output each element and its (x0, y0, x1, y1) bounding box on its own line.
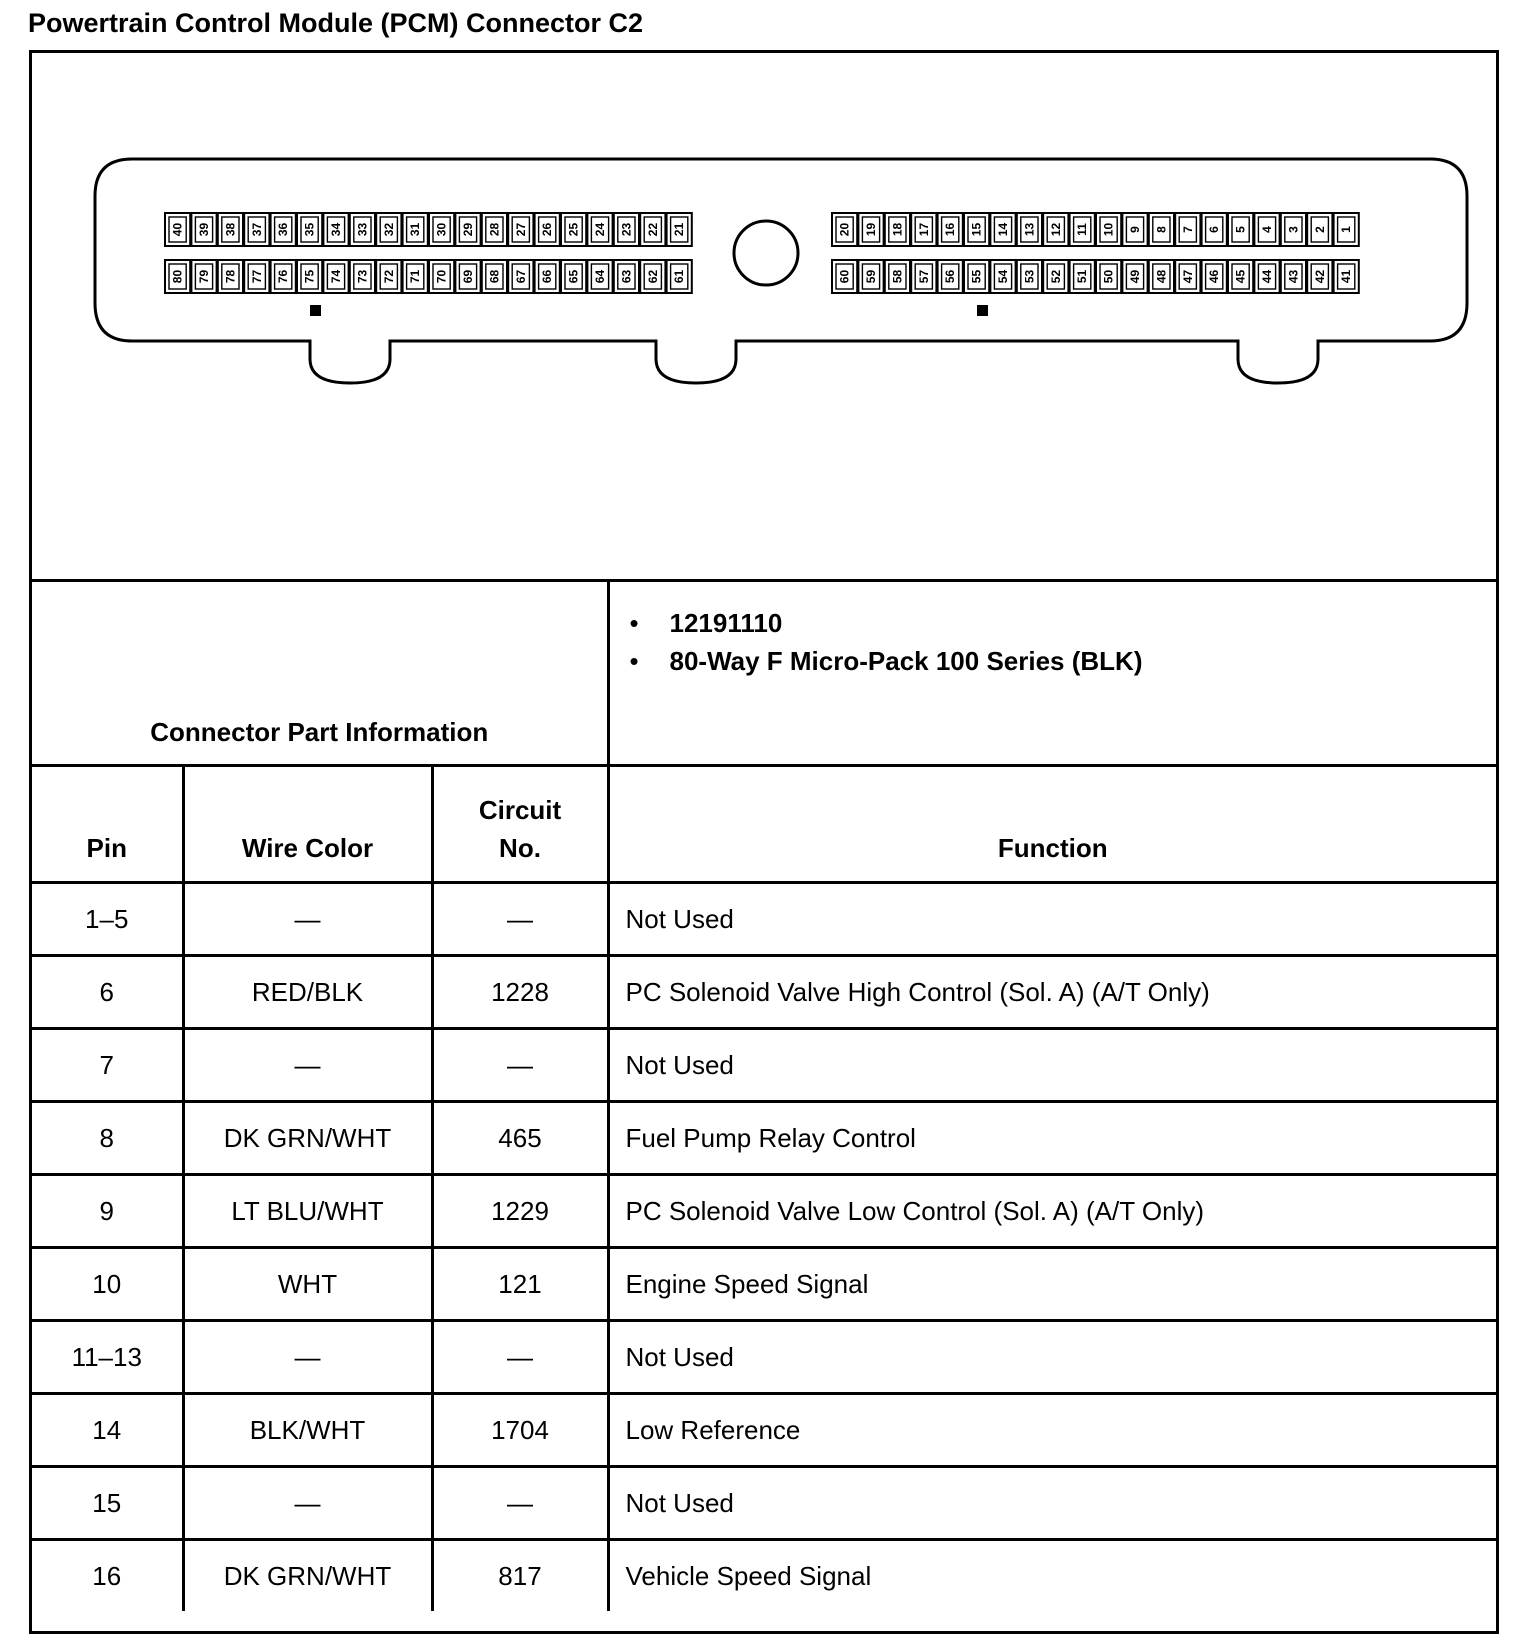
pin-number-label: 34 (329, 222, 343, 237)
pin-number-label: 70 (434, 269, 449, 284)
table-row (32, 1248, 1496, 1321)
part-info-label: Connector Part Information (32, 581, 608, 766)
pin-number-label: 67 (513, 269, 528, 284)
page-title: Powertrain Control Module (PCM) Connector C2 (28, 8, 644, 38)
cell-circuit: 1229 (432, 1175, 608, 1248)
pin-number-label: 71 (408, 269, 423, 284)
pin-number-label: 80 (170, 269, 185, 284)
cell-function: PC Solenoid Valve Low Control (Sol. A) (A/T Only) (608, 1175, 1496, 1248)
cell-function: Not Used (608, 1467, 1496, 1540)
pin-number-label: 46 (1207, 269, 1222, 284)
cell-function: Not Used (608, 1321, 1496, 1394)
cell-circuit: — (432, 883, 608, 956)
pin-number-label: 38 (223, 222, 238, 237)
pin-number-label: 29 (461, 222, 475, 237)
pin-number-label: 65 (566, 269, 581, 284)
pin-number-label: 4 (1260, 226, 1274, 233)
pin-number-label: 28 (487, 222, 502, 237)
pin-number-label: 35 (302, 222, 317, 237)
table-row (32, 1175, 1496, 1248)
cell-circuit: 817 (432, 1540, 608, 1612)
connector-diagram (32, 53, 1496, 581)
cell-function: Not Used (608, 1029, 1496, 1102)
pin-number-label: 21 (672, 222, 687, 237)
cell-pin: 10 (32, 1248, 183, 1321)
cell-pin: 16 (32, 1540, 183, 1612)
cell-pin: 8 (32, 1102, 183, 1175)
cell-wire: RED/BLK (183, 956, 432, 1029)
pin-number-label: 58 (890, 269, 905, 284)
connector-frame (29, 50, 1499, 1634)
pin-number-label: 73 (355, 269, 370, 284)
cell-circuit: — (432, 1029, 608, 1102)
table-row (32, 1467, 1496, 1540)
pin-number-label: 39 (197, 222, 211, 237)
pin-number-label: 47 (1180, 269, 1195, 284)
pin-number-label: 30 (434, 222, 449, 237)
pin-number-label: 40 (170, 222, 185, 237)
pin-number-label: 52 (1048, 269, 1063, 284)
pin-number-label: 74 (329, 269, 343, 284)
pin-number-label: 2 (1312, 226, 1327, 233)
header-wire-color: Wire Color (183, 766, 432, 883)
pin-number-label: 3 (1286, 226, 1301, 233)
pin-number-label: 59 (864, 269, 878, 284)
pin-number-label: 49 (1128, 269, 1142, 284)
pin-cavities (165, 213, 1359, 293)
pin-number-label: 23 (619, 222, 634, 237)
cell-circuit: 121 (432, 1248, 608, 1321)
table-row (32, 883, 1496, 956)
position-marker-right (977, 305, 988, 316)
pin-number-label: 42 (1312, 269, 1327, 284)
pin-number-label: 61 (672, 269, 687, 284)
part-description: • 80-Way F Micro-Pack 100 Series (BLK) (670, 642, 1497, 680)
pin-number-label: 16 (943, 222, 958, 237)
pin-number-label: 43 (1286, 269, 1301, 284)
part-number: • 12191110 (670, 604, 1497, 642)
table-row (32, 1029, 1496, 1102)
cell-function: Not Used (608, 883, 1496, 956)
cell-circuit: 1228 (432, 956, 608, 1029)
pin-number-label: 18 (890, 222, 905, 237)
table-row (32, 1394, 1496, 1467)
pin-number-label: 5 (1233, 226, 1248, 233)
cell-wire: — (183, 1467, 432, 1540)
pin-number-label: 45 (1233, 269, 1248, 284)
pin-number-label: 72 (381, 269, 396, 284)
part-info-list (608, 581, 1496, 766)
pin-number-label: 19 (864, 222, 878, 237)
pin-number-label: 1 (1339, 226, 1354, 233)
pin-number-label: 55 (969, 269, 984, 284)
table-row (32, 1321, 1496, 1394)
pin-number-label: 15 (969, 222, 984, 237)
header-pin: Pin (32, 766, 183, 883)
cell-pin: 1–5 (32, 883, 183, 956)
pin-number-label: 51 (1075, 269, 1090, 284)
cell-pin: 9 (32, 1175, 183, 1248)
pin-number-label: 8 (1154, 226, 1169, 233)
position-marker-left (310, 305, 321, 316)
pin-number-label: 63 (619, 269, 634, 284)
cell-pin: 14 (32, 1394, 183, 1467)
pin-number-label: 7 (1180, 226, 1195, 233)
pin-number-label: 57 (916, 269, 931, 284)
pin-number-label: 41 (1339, 269, 1354, 284)
header-circuit (432, 766, 608, 883)
pin-number-label: 27 (513, 222, 528, 237)
cell-pin: 6 (32, 956, 183, 1029)
cell-pin: 11–13 (32, 1321, 183, 1394)
cell-function: Low Reference (608, 1394, 1496, 1467)
cell-function: Engine Speed Signal (608, 1248, 1496, 1321)
pin-number-label: 11 (1075, 223, 1090, 236)
pin-number-label: 48 (1154, 269, 1169, 284)
pin-number-label: 26 (540, 222, 555, 237)
cell-pin: 7 (32, 1029, 183, 1102)
pin-number-label: 36 (276, 222, 291, 237)
cell-circuit: — (432, 1467, 608, 1540)
cell-function: Fuel Pump Relay Control (608, 1102, 1496, 1175)
pin-number-label: 10 (1101, 222, 1116, 237)
pin-number-label: 62 (645, 269, 660, 284)
cell-circuit: — (432, 1321, 608, 1394)
pin-number-label: 76 (276, 269, 291, 284)
pin-number-label: 53 (1022, 269, 1037, 284)
pin-number-label: 68 (487, 269, 502, 284)
pinout-table (32, 579, 1496, 1611)
header-circuit-line1: Circuit (478, 795, 562, 825)
pin-number-label: 66 (540, 269, 555, 284)
part-info-row (32, 581, 1496, 766)
cell-circuit: 1704 (432, 1394, 608, 1467)
cell-wire: — (183, 1321, 432, 1394)
header-function: Function (608, 766, 1496, 883)
cell-wire: LT BLU/WHT (183, 1175, 432, 1248)
cell-wire: — (183, 1029, 432, 1102)
polarization-hole (734, 221, 798, 285)
pin-number-label: 78 (223, 269, 238, 284)
pin-number-label: 77 (249, 269, 264, 284)
pin-number-label: 14 (996, 222, 1010, 237)
cell-function: PC Solenoid Valve High Control (Sol. A) (A/T Only) (608, 956, 1496, 1029)
pin-number-label: 25 (566, 222, 581, 237)
connector-drawing (32, 53, 1496, 581)
pin-number-label: 64 (593, 269, 607, 284)
table-row (32, 1102, 1496, 1175)
cell-wire: BLK/WHT (183, 1394, 432, 1467)
pin-number-label: 33 (355, 222, 370, 237)
pin-number-label: 13 (1022, 222, 1037, 237)
cell-wire: — (183, 883, 432, 956)
cell-wire: DK GRN/WHT (183, 1102, 432, 1175)
cell-wire: WHT (183, 1248, 432, 1321)
header-circuit-line2: No. (499, 833, 541, 863)
pin-number-label: 32 (381, 222, 396, 237)
pin-number-label: 37 (249, 222, 264, 237)
cell-function: Vehicle Speed Signal (608, 1540, 1496, 1612)
pin-number-label: 20 (837, 222, 852, 237)
pin-number-label: 79 (197, 269, 211, 284)
cell-circuit: 465 (432, 1102, 608, 1175)
pin-number-label: 44 (1260, 269, 1274, 284)
pin-number-label: 9 (1128, 226, 1142, 233)
pin-number-label: 60 (837, 269, 852, 284)
pin-number-label: 50 (1101, 269, 1116, 284)
pin-number-label: 12 (1048, 222, 1063, 237)
pin-number-label: 22 (645, 222, 660, 237)
pin-number-label: 17 (916, 222, 931, 237)
table-row (32, 956, 1496, 1029)
pin-number-label: 56 (943, 269, 958, 284)
table-row (32, 1540, 1496, 1612)
pin-number-label: 75 (302, 269, 317, 284)
pin-number-label: 31 (408, 222, 423, 237)
pin-number-label: 54 (996, 269, 1010, 284)
cell-pin: 15 (32, 1467, 183, 1540)
pin-number-label: 6 (1207, 226, 1222, 233)
pin-number-label: 24 (593, 222, 607, 237)
pin-number-label: 69 (461, 269, 475, 284)
table-header-row (32, 766, 1496, 883)
cell-wire: DK GRN/WHT (183, 1540, 432, 1612)
